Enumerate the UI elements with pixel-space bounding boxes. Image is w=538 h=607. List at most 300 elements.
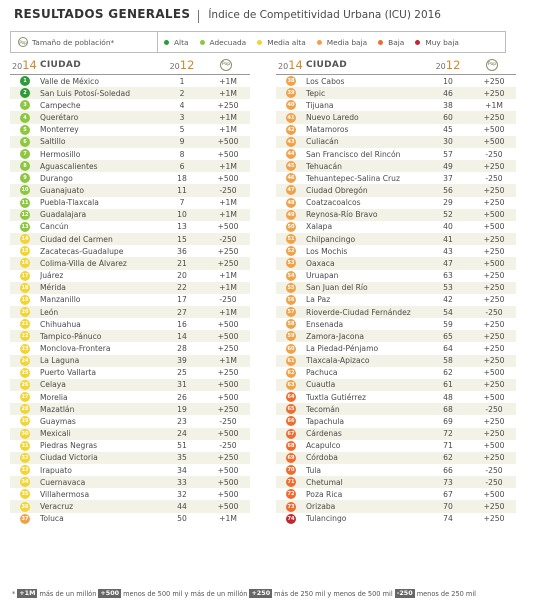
city-name: Tuxtla Gutiérrez bbox=[306, 392, 367, 402]
legend-item bbox=[378, 38, 404, 47]
rank-cell bbox=[10, 368, 40, 378]
rank-cell bbox=[276, 514, 306, 524]
rank-cell bbox=[276, 465, 306, 475]
rank-cell bbox=[276, 185, 306, 195]
legend-label: Muy baja bbox=[425, 37, 459, 47]
rank-cell bbox=[10, 100, 40, 110]
city-name: Celaya bbox=[40, 380, 66, 390]
rank-2012: 43 bbox=[443, 246, 453, 256]
rank-cell bbox=[10, 344, 40, 354]
year-2014-prefix: 20 bbox=[12, 61, 23, 71]
table-row bbox=[276, 476, 516, 488]
rank-badge: 55 bbox=[287, 284, 295, 291]
rank-cell bbox=[10, 161, 40, 171]
city-name: Villahermosa bbox=[40, 489, 90, 499]
rank-cell bbox=[276, 380, 306, 390]
table-row bbox=[10, 440, 250, 452]
population-size: +500 bbox=[217, 502, 239, 512]
table-row bbox=[10, 99, 250, 111]
footnote-text-250: más de 250 mil y menos de 500 mil bbox=[274, 589, 393, 598]
city-name: San Juan del Río bbox=[306, 283, 368, 293]
table-row bbox=[10, 148, 250, 160]
city-name: Pachuca bbox=[306, 368, 338, 378]
table-row bbox=[10, 379, 250, 391]
rank-2012: 54 bbox=[443, 307, 453, 317]
column-2014 bbox=[10, 58, 40, 72]
population-size: +500 bbox=[483, 222, 505, 232]
rank-badge: 9 bbox=[20, 173, 30, 183]
rank-badge: 39 bbox=[287, 90, 295, 97]
rank-2012: 17 bbox=[177, 295, 187, 305]
rank-2012: 67 bbox=[443, 489, 453, 499]
rank-badge: 24 bbox=[21, 357, 29, 364]
rank-badge: 38 bbox=[287, 78, 295, 85]
rank-cell bbox=[276, 258, 306, 268]
footnote-badge-500: +500 bbox=[100, 589, 120, 597]
rank-2012: 21 bbox=[177, 258, 187, 268]
table-row bbox=[10, 452, 250, 464]
table-row bbox=[10, 282, 250, 294]
population-size: +250 bbox=[483, 331, 505, 341]
footnote-text-1m: más de un millón bbox=[39, 589, 97, 598]
rank-cell bbox=[276, 344, 306, 354]
city-name: Cuautla bbox=[306, 380, 336, 390]
population-size: +500 bbox=[217, 380, 239, 390]
table-row bbox=[276, 245, 516, 257]
population-size: +250 bbox=[217, 368, 239, 378]
population-size: +250 bbox=[483, 88, 505, 98]
population-size: +250 bbox=[483, 319, 505, 329]
rank-cell bbox=[276, 161, 306, 171]
rank-2012: 31 bbox=[177, 380, 187, 390]
rank-2012: 41 bbox=[443, 234, 453, 244]
footnote bbox=[12, 589, 476, 598]
city-name: Los Cabos bbox=[306, 76, 345, 86]
rank-badge: 29 bbox=[21, 418, 29, 425]
city-name: Guanajuato bbox=[40, 185, 85, 195]
table-row bbox=[10, 415, 250, 427]
rank-cell bbox=[276, 113, 306, 123]
rank-cell bbox=[276, 234, 306, 244]
rank-2012: 74 bbox=[443, 514, 453, 524]
rank-badge: 60 bbox=[287, 345, 295, 352]
rank-2012: 5 bbox=[179, 125, 185, 135]
population-size: -250 bbox=[485, 173, 503, 183]
rank-badge: 63 bbox=[287, 381, 295, 388]
table-row bbox=[276, 500, 516, 512]
table-row bbox=[10, 464, 250, 476]
rank-cell bbox=[10, 246, 40, 256]
city-name: Guaymas bbox=[40, 416, 76, 426]
population-size: +250 bbox=[483, 283, 505, 293]
rank-cell bbox=[276, 100, 306, 110]
rank-cell bbox=[10, 416, 40, 426]
city-name: Córdoba bbox=[306, 453, 338, 463]
rank-2012: 71 bbox=[443, 441, 453, 451]
table-row bbox=[10, 306, 250, 318]
population-size: +1M bbox=[219, 113, 237, 123]
legend-dot-icon bbox=[415, 40, 420, 45]
city-name: Guadalajara bbox=[40, 210, 87, 220]
population-size: +250 bbox=[483, 113, 505, 123]
rank-2012: 72 bbox=[443, 429, 453, 439]
rank-badge: 45 bbox=[287, 163, 295, 170]
city-name: Colima-Villa de Álvarez bbox=[40, 258, 127, 268]
population-size: +1M bbox=[219, 283, 237, 293]
rank-badge: 72 bbox=[287, 491, 295, 498]
population-size: +250 bbox=[217, 344, 239, 354]
table-body-left bbox=[10, 75, 250, 525]
population-size: +500 bbox=[483, 368, 505, 378]
city-name: Mérida bbox=[40, 283, 66, 293]
rank-cell bbox=[276, 295, 306, 305]
rank-2012: 11 bbox=[177, 185, 187, 195]
city-name: Tampico-Pánuco bbox=[40, 331, 102, 341]
city-name: Cancún bbox=[40, 222, 69, 232]
table-header bbox=[276, 55, 516, 75]
table-row bbox=[276, 415, 516, 427]
table-row bbox=[10, 355, 250, 367]
rank-2012: 20 bbox=[177, 271, 187, 281]
rank-badge: 65 bbox=[287, 406, 295, 413]
rank-2012: 23 bbox=[177, 416, 187, 426]
rank-2012: 50 bbox=[177, 514, 187, 524]
footnote-badge-1m: +1M bbox=[19, 589, 36, 597]
city-name: Reynosa-Río Bravo bbox=[306, 210, 378, 220]
rank-2012: 64 bbox=[443, 344, 453, 354]
population-size: +1M bbox=[219, 210, 237, 220]
rank-2012: 49 bbox=[443, 161, 453, 171]
rank-2012: 48 bbox=[443, 392, 453, 402]
year-2014-suffix: 14 bbox=[288, 57, 303, 72]
rank-cell bbox=[10, 356, 40, 366]
rank-cell bbox=[276, 283, 306, 293]
rank-badge: 21 bbox=[21, 321, 29, 328]
city-name: Los Mochis bbox=[306, 246, 348, 256]
population-size: +500 bbox=[483, 258, 505, 268]
table-row bbox=[10, 172, 250, 184]
year-2014-prefix: 20 bbox=[278, 61, 289, 71]
rank-cell bbox=[10, 210, 40, 220]
rank-cell bbox=[10, 429, 40, 439]
population-size: +500 bbox=[217, 149, 239, 159]
rank-badge: 8 bbox=[20, 161, 30, 171]
rank-2012: 59 bbox=[443, 319, 453, 329]
table-header bbox=[10, 55, 250, 75]
rank-cell bbox=[276, 489, 306, 499]
legend-label: Baja bbox=[388, 37, 405, 47]
city-name: Tulancingo bbox=[306, 514, 347, 524]
table-row bbox=[10, 513, 250, 525]
table-row bbox=[10, 476, 250, 488]
page-title: RESULTADOS GENERALES bbox=[14, 7, 191, 21]
rank-2012: 6 bbox=[179, 161, 185, 171]
city-name: Ciudad del Carmen bbox=[40, 234, 113, 244]
city-name: Tapachula bbox=[306, 416, 345, 426]
city-name: Rioverde-Ciudad Fernández bbox=[306, 307, 411, 317]
rank-cell bbox=[10, 113, 40, 123]
rank-2012: 10 bbox=[177, 210, 187, 220]
rank-badge: 48 bbox=[287, 199, 295, 206]
rank-badge: 70 bbox=[287, 467, 295, 474]
column-population bbox=[472, 59, 516, 71]
rank-cell bbox=[10, 222, 40, 232]
ranking-table-left bbox=[10, 55, 250, 525]
rank-cell bbox=[276, 137, 306, 147]
rank-2012: 46 bbox=[443, 88, 453, 98]
rank-cell bbox=[276, 210, 306, 220]
population-size: +500 bbox=[483, 210, 505, 220]
population-size: +250 bbox=[483, 246, 505, 256]
footnote-asterisk: * bbox=[12, 589, 16, 598]
population-size: -250 bbox=[485, 477, 503, 487]
table-body-right bbox=[276, 75, 516, 525]
table-row bbox=[276, 452, 516, 464]
population-size: +250 bbox=[483, 502, 505, 512]
legend-dot-icon bbox=[200, 40, 205, 45]
legend-levels bbox=[158, 32, 459, 52]
city-name: Nuevo Laredo bbox=[306, 113, 359, 123]
rank-2012: 7 bbox=[179, 198, 185, 208]
rank-badge: 15 bbox=[21, 248, 29, 255]
population-size: +250 bbox=[217, 246, 239, 256]
population-size: +250 bbox=[483, 380, 505, 390]
rank-2012: 10 bbox=[443, 76, 453, 86]
table-row bbox=[276, 111, 516, 123]
rank-2012: 26 bbox=[177, 392, 187, 402]
rank-2012: 62 bbox=[443, 453, 453, 463]
rank-cell bbox=[10, 465, 40, 475]
rank-cell bbox=[10, 271, 40, 281]
rank-2012: 34 bbox=[177, 465, 187, 475]
table-row bbox=[276, 428, 516, 440]
rank-cell bbox=[276, 246, 306, 256]
rank-cell bbox=[10, 441, 40, 451]
population-size: -250 bbox=[219, 441, 237, 451]
population-size: -250 bbox=[485, 404, 503, 414]
city-name: San Francisco del Rincón bbox=[306, 149, 401, 159]
population-size: +500 bbox=[483, 392, 505, 402]
city-name: Zacatecas-Guadalupe bbox=[40, 246, 124, 256]
population-size: +500 bbox=[217, 173, 239, 183]
population-size: +250 bbox=[483, 234, 505, 244]
rank-badge: 18 bbox=[21, 284, 29, 291]
city-name: La Paz bbox=[306, 295, 331, 305]
rank-badge: 59 bbox=[287, 333, 295, 340]
table-row bbox=[276, 172, 516, 184]
population-size: +250 bbox=[483, 429, 505, 439]
rank-cell bbox=[276, 453, 306, 463]
rank-badge: 20 bbox=[21, 309, 29, 316]
population-size: +1M bbox=[219, 76, 237, 86]
city-name: León bbox=[40, 307, 59, 317]
table-row bbox=[276, 391, 516, 403]
city-name: Mazatlán bbox=[40, 404, 75, 414]
city-name: Puebla-Tlaxcala bbox=[40, 198, 99, 208]
population-size: -250 bbox=[219, 295, 237, 305]
rank-2012: 66 bbox=[443, 465, 453, 475]
city-name: Tehuacán bbox=[306, 161, 342, 171]
city-name: Mexicali bbox=[40, 429, 71, 439]
column-2012 bbox=[424, 58, 472, 72]
population-size: +1M bbox=[219, 514, 237, 524]
table-row bbox=[10, 318, 250, 330]
rank-badge: 57 bbox=[287, 309, 295, 316]
city-name: Cárdenas bbox=[306, 429, 342, 439]
rank-badge: 50 bbox=[287, 223, 295, 230]
rank-2012: 36 bbox=[177, 246, 187, 256]
rank-badge: 2 bbox=[20, 88, 30, 98]
table-row bbox=[276, 148, 516, 160]
population-size: +500 bbox=[217, 429, 239, 439]
rank-2012: 24 bbox=[177, 429, 187, 439]
rank-cell bbox=[10, 392, 40, 402]
population-size: +250 bbox=[217, 258, 239, 268]
city-name: Tlaxcala-Apizaco bbox=[306, 356, 370, 366]
city-name: Coatzacoalcos bbox=[306, 198, 361, 208]
table-row bbox=[10, 500, 250, 512]
year-2012-suffix: 12 bbox=[445, 57, 461, 72]
city-name: Matamoros bbox=[306, 125, 349, 135]
table-row bbox=[276, 403, 516, 415]
rank-2012: 9 bbox=[179, 137, 185, 147]
rank-2012: 51 bbox=[177, 441, 187, 451]
rank-cell bbox=[276, 173, 306, 183]
table-row bbox=[276, 197, 516, 209]
table-row bbox=[276, 355, 516, 367]
table-row bbox=[276, 342, 516, 354]
table-row bbox=[10, 87, 250, 99]
population-size: +1M bbox=[219, 198, 237, 208]
rank-cell bbox=[276, 307, 306, 317]
rank-cell bbox=[10, 502, 40, 512]
population-size: +1M bbox=[219, 88, 237, 98]
city-name: Tepic bbox=[306, 88, 326, 98]
population-size: +250 bbox=[217, 404, 239, 414]
table-row bbox=[276, 87, 516, 99]
city-name: Irapuato bbox=[40, 465, 72, 475]
rank-badge: 74 bbox=[287, 515, 295, 522]
rank-cell bbox=[276, 222, 306, 232]
city-name: Ciudad Obregón bbox=[306, 185, 368, 195]
population-size: +500 bbox=[217, 319, 239, 329]
rank-cell bbox=[276, 149, 306, 159]
rank-cell bbox=[276, 331, 306, 341]
rank-badge: 46 bbox=[287, 175, 295, 182]
rank-2012: 65 bbox=[443, 331, 453, 341]
rank-cell bbox=[276, 404, 306, 414]
city-name: La Laguna bbox=[40, 356, 80, 366]
table-row bbox=[276, 464, 516, 476]
city-name: Piedras Negras bbox=[40, 441, 98, 451]
rank-cell bbox=[276, 88, 306, 98]
rank-2012: 3 bbox=[179, 113, 185, 123]
population-icon: Pop bbox=[18, 37, 28, 47]
rank-cell bbox=[276, 392, 306, 402]
table-row bbox=[276, 488, 516, 500]
population-size: +500 bbox=[483, 125, 505, 135]
city-name: Orizaba bbox=[306, 502, 336, 512]
column-city: CIUDAD bbox=[40, 59, 81, 70]
legend-dot-icon bbox=[317, 40, 322, 45]
table-row bbox=[276, 270, 516, 282]
population-size: -250 bbox=[485, 465, 503, 475]
rank-cell bbox=[276, 271, 306, 281]
rank-2012: 29 bbox=[443, 198, 453, 208]
table-row bbox=[276, 318, 516, 330]
rank-badge: 41 bbox=[287, 114, 295, 121]
city-name: Monclova-Frontera bbox=[40, 344, 111, 354]
rank-badge: 16 bbox=[21, 260, 29, 267]
rank-cell bbox=[10, 319, 40, 329]
legend-label: Alta bbox=[174, 37, 189, 47]
table-row bbox=[276, 306, 516, 318]
table-row bbox=[276, 440, 516, 452]
population-size: +1M bbox=[219, 307, 237, 317]
city-name: Morelia bbox=[40, 392, 68, 402]
population-size: +500 bbox=[217, 477, 239, 487]
rank-2012: 62 bbox=[443, 368, 453, 378]
rank-badge: 62 bbox=[287, 369, 295, 376]
legend-population bbox=[11, 32, 157, 52]
rank-2012: 27 bbox=[177, 307, 187, 317]
population-size: +1M bbox=[485, 100, 503, 110]
table-row bbox=[10, 257, 250, 269]
city-name: Juárez bbox=[40, 271, 64, 281]
city-name: La Piedad-Pénjamo bbox=[306, 344, 379, 354]
rank-cell bbox=[276, 198, 306, 208]
rank-2012: 1 bbox=[179, 76, 185, 86]
city-name: Tula bbox=[306, 465, 322, 475]
rank-badge: 43 bbox=[287, 138, 295, 145]
rank-2012: 44 bbox=[177, 502, 187, 512]
legend-item bbox=[164, 38, 189, 47]
rank-badge: 42 bbox=[287, 126, 295, 133]
table-row bbox=[276, 99, 516, 111]
table-row bbox=[276, 221, 516, 233]
rank-badge: 11 bbox=[21, 199, 29, 206]
table-row bbox=[10, 270, 250, 282]
table-row bbox=[10, 391, 250, 403]
rank-2012: 68 bbox=[443, 404, 453, 414]
footnote-badge-minus250: -250 bbox=[396, 589, 413, 597]
rank-badge: 52 bbox=[287, 248, 295, 255]
population-size: +500 bbox=[217, 222, 239, 232]
rank-cell bbox=[10, 198, 40, 208]
table-row bbox=[10, 403, 250, 415]
city-name: Poza Rica bbox=[306, 489, 343, 499]
table-row bbox=[10, 124, 250, 136]
header bbox=[14, 7, 441, 25]
population-size: +500 bbox=[483, 489, 505, 499]
rank-2012: 56 bbox=[443, 185, 453, 195]
rank-badge: 27 bbox=[21, 394, 29, 401]
city-name: Cuernavaca bbox=[40, 477, 86, 487]
legend-item bbox=[415, 38, 459, 47]
rank-badge: 34 bbox=[21, 479, 29, 486]
legend-population-label: Tamaño de población* bbox=[32, 37, 115, 47]
population-size: -250 bbox=[219, 185, 237, 195]
population-size: +500 bbox=[483, 137, 505, 147]
rank-cell bbox=[276, 76, 306, 86]
rank-cell bbox=[276, 416, 306, 426]
city-name: Oaxaca bbox=[306, 258, 335, 268]
population-size: +250 bbox=[483, 161, 505, 171]
rank-cell bbox=[276, 441, 306, 451]
rank-2012: 8 bbox=[179, 149, 185, 159]
rank-cell bbox=[10, 331, 40, 341]
rank-cell bbox=[10, 76, 40, 86]
